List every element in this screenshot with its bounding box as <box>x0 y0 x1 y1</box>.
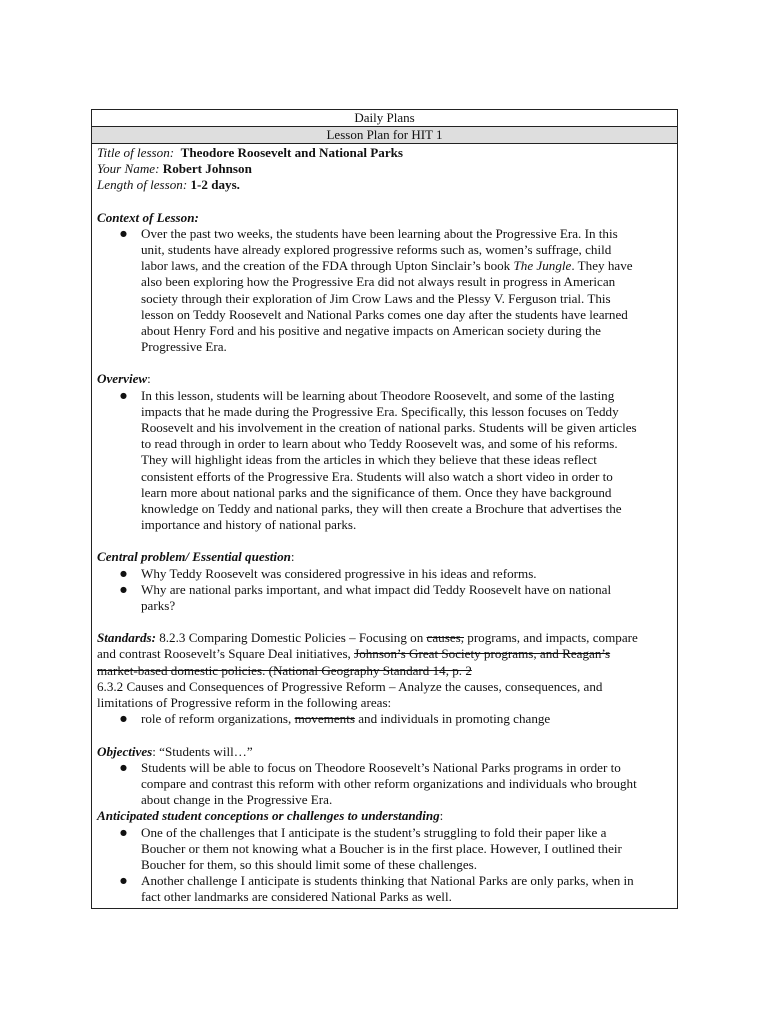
standards-line-3: market-based domestic policies. (National Geography Standard 14, p. 2 <box>97 662 472 678</box>
objectives-line: about change in the Progressive Era. <box>141 792 333 808</box>
context-list <box>97 226 671 356</box>
length-label: Length of lesson: <box>97 177 188 193</box>
objectives-intro: : “Students will…” <box>152 743 253 759</box>
length-row <box>97 177 671 193</box>
objectives-line: ● Students will be able to focus on Theodore Roosevelt’s National Parks programs in order to <box>141 759 621 775</box>
name-value: Robert Johnson <box>162 161 252 177</box>
anticipated-list <box>97 825 671 906</box>
overview-line: knowledge on Teddy and national parks, they will then create a Brochure that advertises the <box>141 501 622 517</box>
title-value: Theodore Roosevelt and National Parks <box>180 145 404 160</box>
standards-text: role of reform organizations, <box>141 711 295 727</box>
lesson-plan-table <box>91 109 678 909</box>
anticipated-item-2 <box>141 873 671 905</box>
title-label: Title of lesson: <box>97 145 175 160</box>
overview-heading: Overview <box>97 371 148 387</box>
overview-item <box>141 388 671 534</box>
central-line: parks? <box>141 598 176 614</box>
central-colon: : <box>290 549 295 565</box>
standards-text: programs, and impacts, compare <box>464 630 638 646</box>
context-line: ● Over the past two weeks, the students have been learning about the Progressive Era. In this <box>141 225 618 241</box>
standards-item-line <box>141 711 671 727</box>
overview-line: consistent efforts of the Progressive Era. Students will also watch a short video in order to <box>141 468 613 484</box>
context-heading: Context of Lesson: <box>97 209 199 225</box>
objectives-list <box>97 760 671 809</box>
name-label: Your Name: <box>97 161 160 177</box>
context-line: society through their exploration of Jim Crow Laws and the Plessy V. Ferguson trial. This <box>141 290 611 306</box>
context-item <box>141 226 671 356</box>
context-line: also been exploring how the Progressive Era did not always result in progress in American <box>141 274 616 290</box>
name-row <box>97 161 671 177</box>
context-line <box>141 258 671 274</box>
anticipated-heading: Anticipated student conceptions or challenges to understanding <box>97 808 440 824</box>
anticipated-line: Boucher or them not knowing what a Boucher is in the first place. However, I outlined their <box>141 840 622 856</box>
anticipated-line: ● Another challenge I anticipate is students thinking that National Parks are only parks, when in <box>141 873 634 889</box>
standards-line-4: 6.3.2 Causes and Consequences of Progressive Reform – Analyze the causes, consequences, and <box>97 678 603 694</box>
central-heading-row <box>97 549 671 565</box>
standards-list <box>97 711 671 727</box>
standards-strikethrough: Johnson’s Great Society programs, and Reagan’s <box>354 646 611 662</box>
objectives-item <box>141 760 671 809</box>
context-line: unit, students have already explored progressive reforms such as, women’s suffrage, child <box>141 242 612 258</box>
overview-colon: : <box>147 371 151 387</box>
book-title: The Jungle <box>513 258 572 274</box>
standards-item <box>141 711 671 727</box>
central-question-2 <box>141 582 671 614</box>
context-line-text: . They have <box>571 258 633 274</box>
anticipated-line: ● One of the challenges that I anticipate is the student’s struggling to fold their paper like a <box>141 824 607 840</box>
context-line-text: labor laws, and the creation of the FDA through Upton Sinclair’s book <box>141 258 514 274</box>
standards-text: and individuals in promoting change <box>354 711 551 727</box>
anticipated-colon: : <box>439 808 444 824</box>
daily-plans-header: Daily Plans <box>92 110 677 127</box>
objectives-heading-row <box>97 744 671 760</box>
length-value: 1-2 days. <box>190 177 240 193</box>
overview-line: to read through in order to learn about who Teddy Roosevelt was, and some of his reforms. <box>141 436 618 452</box>
standards-line-1 <box>97 630 671 646</box>
standards-text: 8.2.3 Comparing Domestic Policies – Focusing on <box>155 630 427 646</box>
standards-line-5: limitations of Progressive reform in the following areas: <box>97 695 392 711</box>
context-line: about Henry Ford and his positive and negative impacts on American society during the <box>141 323 601 339</box>
overview-list <box>97 388 671 534</box>
overview-line: learn more about national parks and the significance of them. Once they have background <box>141 484 612 500</box>
overview-line: ● In this lesson, students will be learning about Theodore Roosevelt, and some of the lasting <box>141 387 615 403</box>
standards-strikethrough: causes, <box>426 630 464 646</box>
anticipated-line: Boucher for them, so this should limit some of these challenges. <box>141 856 478 872</box>
standards-line-2 <box>97 646 671 662</box>
central-list <box>97 566 671 615</box>
objectives-line: compare and contrast this reform with other reform organizations and individuals who brought <box>141 775 637 791</box>
central-line: ● Why are national parks important, and what impact did Teddy Roosevelt have on national <box>141 581 612 597</box>
objectives-heading: Objectives <box>97 743 153 759</box>
overview-line: impacts that he made during the Progressive Era. Specifically, this lesson focuses on Teddy <box>141 403 619 419</box>
context-line: lesson on Teddy Roosevelt and National Parks comes one day after the students have learned <box>141 306 628 322</box>
central-line: ● Why Teddy Roosevelt was considered progressive in his ideas and reforms. <box>141 565 537 581</box>
overview-line: importance and history of national parks. <box>141 517 357 533</box>
title-row <box>97 145 671 161</box>
overview-line: Roosevelt and his involvement in the creation of national parks. Students will be given articles <box>141 420 637 436</box>
lesson-plan-body <box>92 144 677 908</box>
anticipated-heading-row <box>97 808 671 824</box>
standards-text: and contrast Roosevelt’s Square Deal initiatives, <box>97 646 355 662</box>
standards-strikethrough: movements <box>294 711 355 727</box>
overview-heading-row <box>97 371 671 387</box>
overview-line: They will highlight ideas from the articles in which they believe that these ideas reflect <box>141 452 597 468</box>
anticipated-item-1 <box>141 825 671 874</box>
context-line: Progressive Era. <box>141 339 227 355</box>
central-heading: Central problem/ Essential question <box>97 549 291 565</box>
central-question-1 <box>141 566 671 582</box>
standards-heading: Standards: <box>97 630 156 646</box>
lesson-plan-subheader: Lesson Plan for HIT 1 <box>92 127 677 144</box>
anticipated-line: fact other landmarks are considered National Parks as well. <box>141 889 452 905</box>
